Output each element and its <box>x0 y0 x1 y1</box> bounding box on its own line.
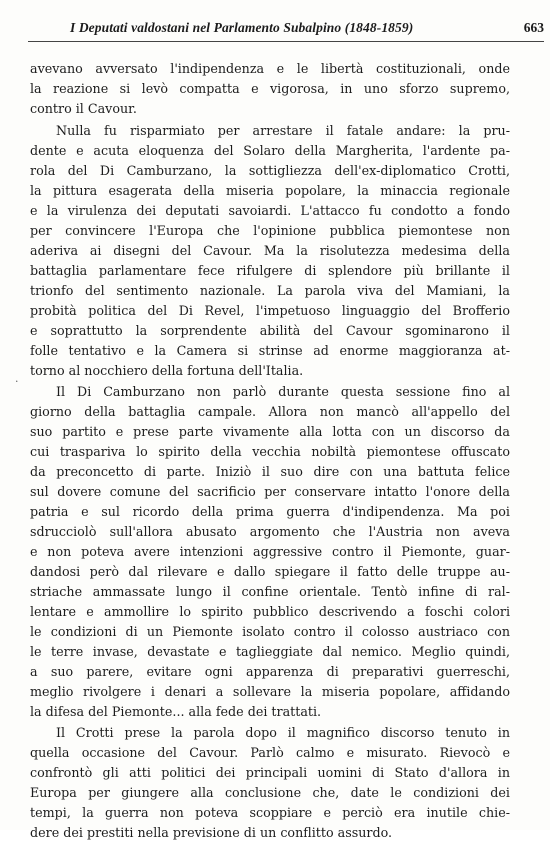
text-line: probità politica del Di Revel, l'impetuoso linguaggio del Brofferio <box>30 303 510 318</box>
text-line: giorno della battaglia campale. Allora non mancò all'appello del <box>30 404 510 419</box>
text-line: patria e sul ricordo della prima guerra d'indipendenza. Ma poi <box>30 504 510 519</box>
text-line: la reazione si levò compatta e vigorosa, in uno sforzo supremo, <box>30 81 510 96</box>
text-line: aderiva ai disegni del Cavour. Ma la risolutezza medesima della <box>30 243 510 258</box>
text-line: folle tentativo e la Camera si strinse ad enorme maggioranza at- <box>30 343 510 358</box>
text-line: e non poteva avere intenzioni aggressive contro il Piemonte, guar- <box>30 544 510 559</box>
text-line: Il Di Camburzano non parlò durante questa sessione fino al <box>56 384 510 399</box>
text-line: striache ammassate lungo il confine orientale. Tentò infine di ral- <box>30 584 510 599</box>
text-line: quella occasione del Cavour. Parlò calmo e misurato. Rievocò e <box>30 745 510 760</box>
text-line: Europa per giungere alla conclusione che, date le condizioni dei <box>30 785 510 800</box>
text-line: e la virulenza dei deputati savoiardi. L'attacco fu condotto a fondo <box>30 203 510 218</box>
text-line: sdrucciolò sull'allora abusato argomento che l'Austria non aveva <box>30 524 510 539</box>
page-number: 663 <box>523 20 544 35</box>
text-line: dente e acuta eloquenza del Solaro della Margherita, l'ardente pa- <box>30 143 510 158</box>
text-line: suo partito e prese parte vivamente alla lotta con un discorso da <box>30 424 510 439</box>
text-line: lentare e ammollire lo spirito pubblico descrivendo a foschi colori <box>30 604 510 619</box>
text-line: tempi, la guerra non poteva scoppiare e perciò era inutile chie- <box>30 805 510 820</box>
text-line: le terre invase, devastate e taglieggiate dal nemico. Meglio quindi, <box>30 644 510 659</box>
text-line: dandosi però dal rilevare e dallo spiegare il fatto delle truppe au- <box>30 564 510 579</box>
text-line: la pittura esagerata della miseria popolare, la minaccia regionale <box>30 183 510 198</box>
text-line: da preconcetto di parte. Iniziò il suo dire con una battuta felice <box>30 464 510 479</box>
margin-mark: · <box>15 375 19 388</box>
running-head <box>28 18 544 40</box>
text-line: rola del Di Camburzano, la sottigliezza dell'ex-diplomatico Crotti, <box>30 163 510 178</box>
text-line: e soprattutto la sorprendente abilità del Cavour sgominarono il <box>30 323 510 338</box>
text-line: confrontò gli atti politici dei principali uomini di Stato d'allora in <box>30 765 510 780</box>
header-rule <box>28 41 544 42</box>
text-line: a suo parere, evitare ogni apparenza di preparativi guerreschi, <box>30 664 510 679</box>
text-line: dere dei prestiti nella previsione di un conflitto assurdo. <box>30 825 393 840</box>
text-line: meglio rivolgere i denari a sollevare la miseria popolare, affidando <box>30 684 510 699</box>
text-line: sul dovere comune del sacrificio per conservare intatto l'onore della <box>30 484 510 499</box>
text-line: torno al nocchiero della fortuna dell'Italia. <box>30 363 304 378</box>
text-line: Il Crotti prese la parola dopo il magnifico discorso tenuto in <box>56 725 510 740</box>
text-line: trionfo del sentimento nazionale. La parola viva del Mamiani, la <box>30 283 510 298</box>
text-line: contro il Cavour. <box>30 101 137 116</box>
text-line: avevano avversato l'indipendenza e le libertà costituzionali, onde <box>30 61 510 76</box>
text-line: Nulla fu risparmiato per arrestare il fatale andare: la pru- <box>56 123 510 138</box>
running-head-title: I Deputati valdostani nel Parlamento Subalpino (1848-1859) <box>70 20 414 35</box>
text-line: le condizioni di un Piemonte isolato contro il colosso austriaco con <box>30 624 510 639</box>
text-line: la difesa del Piemonte... alla fede dei trattati. <box>30 704 322 719</box>
text-line: cui traspariva lo spirito della vecchia nobiltà piemontese offuscato <box>30 444 510 459</box>
text-line: battaglia parlamentare fece rifulgere di splendore più brillante il <box>30 263 510 278</box>
text-line: per convincere l'Europa che l'opinione pubblica piemontese non <box>30 223 510 238</box>
